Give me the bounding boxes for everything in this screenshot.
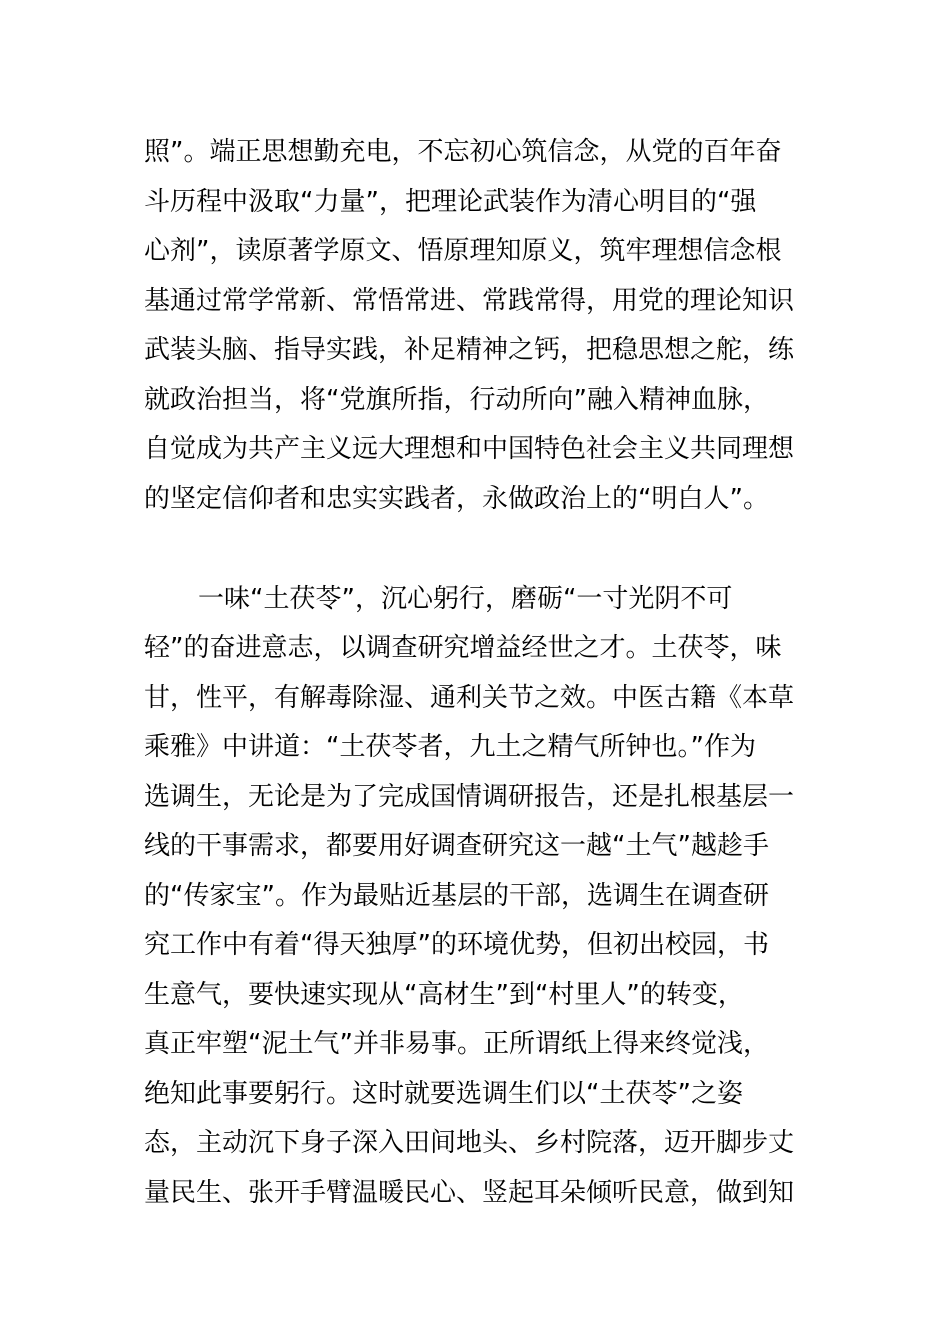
paragraph-line: 乘雅》中讲道：“土茯苓者，九土之精气所钟也。”作为: [144, 732, 756, 762]
paragraph-line: 量民生、张开手臂温暖民心、竖起耳朵倾听民意，做到知: [144, 1178, 795, 1208]
paragraph-line: 选调生，无论是为了完成国情调研报告，还是扎根基层一: [144, 782, 795, 812]
paragraph-line: 绝知此事要躬行。这时就要选调生们以“土茯苓”之姿: [144, 1079, 743, 1109]
paragraph-line: 态，主动沉下身子深入田间地头、乡村院落，迈开脚步丈: [144, 1128, 795, 1158]
paragraph-line: 基通过常学常新、常悟常进、常践常得，用党的理论知识: [144, 286, 795, 316]
paragraph-line: 武装头脑、指导实践，补足精神之钙，把稳思想之舵，练: [144, 335, 795, 365]
paragraph-line: 线的干事需求，都要用好调查研究这一越“土气”越趁手: [144, 831, 769, 861]
paragraph-line: 自觉成为共产主义远大理想和中国特色社会主义共同理想: [144, 434, 795, 464]
paragraph-line: 的“传家宝”。作为最贴近基层的干部，选调生在调查研: [144, 881, 769, 911]
paragraph-line: 照”。端正思想勤充电，不忘初心筑信念，从党的百年奋: [144, 137, 782, 167]
paragraph-line: 生意气，要快速实现从“高材生”到“村里人”的转变，: [144, 980, 744, 1010]
paragraph-line: 就政治担当，将“党旗所指，行动所向”融入精神血脉，: [144, 385, 769, 415]
paragraph-line: 的坚定信仰者和忠实实践者，永做政治上的“明白人”。: [144, 484, 769, 514]
paragraph-line: 甘，性平，有解毒除湿、通利关节之效。中医古籍《本草: [144, 683, 795, 713]
paragraph-line: 心剂”，读原著学原文、悟原理知原义，筑牢理想信念根: [144, 236, 782, 266]
paragraph-line: 斗历程中汲取“力量”，把理论武装作为清心明目的“强: [144, 187, 757, 217]
paragraph-line: 轻”的奋进意志，以调查研究增益经世之才。土茯苓，味: [144, 633, 782, 663]
paragraph-line: 真正牢塑“泥土气”并非易事。正所谓纸上得来终觉浅，: [144, 1029, 769, 1059]
paragraph-line: 一味“土茯苓”，沉心躬行，磨砺“一寸光阴不可: [198, 584, 733, 614]
paragraph-line: 究工作中有着“得天独厚”的环境优势，但初出校园，书: [144, 930, 769, 960]
